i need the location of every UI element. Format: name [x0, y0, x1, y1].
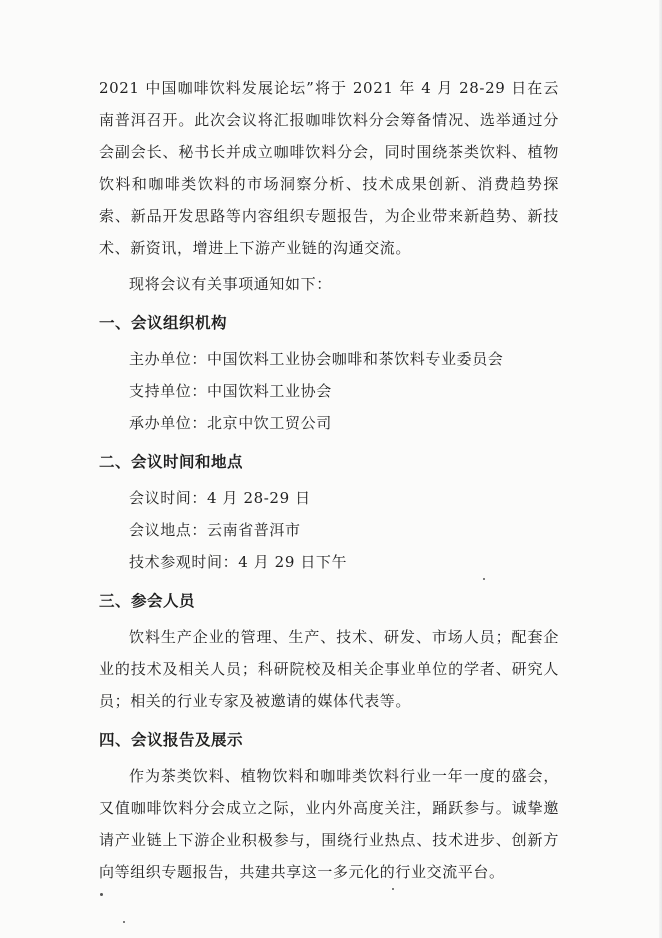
attendees-paragraph: 饮料生产企业的管理、生产、技术、研发、市场人员；配套企业的技术及相关人员；科研院校及相关企事业单位的学者、研究人员；相关的行业专家及被邀请的媒体代表等。 [99, 628, 559, 710]
notice-paragraph: 现将会议有关事项通知如下： [129, 275, 332, 293]
undertaker-line: 承办单位：北京中饮工贸公司 [129, 414, 332, 432]
scan-speck [483, 578, 485, 580]
supporter-line: 支持单位：中国饮料工业协会 [129, 382, 332, 400]
section-heading-reports: 四、会议报告及展示 [99, 731, 244, 749]
organizer-line: 主办单位：中国饮料工业协会咖啡和茶饮料专业委员会 [129, 350, 504, 368]
section-heading-attendees: 三、参会人员 [99, 592, 196, 610]
reports-paragraph: 作为茶类饮料、植物饮料和咖啡类饮料行业一年一度的盛会，又值咖啡饮料分会成立之际，业内外高度关注，踊跃参与。诚挚邀请产业链上下游企业积极参与，围绕行业热点、技术进步、创新方向等组织专题报告，共建共享这一多元化的行业交流平台。 [99, 767, 559, 881]
section-heading-organization: 一、会议组织机构 [99, 314, 228, 332]
meeting-time-line: 会议时间：4 月 28-29 日 [129, 489, 311, 507]
scan-speck [123, 921, 125, 923]
intro-paragraph: 2021 中国咖啡饮料发展论坛”将于 2021 年 4 月 28-29 日在云南普洱召开。此次会议将汇报咖啡饮料分会筹备情况、选举通过分会副会长、秘书长并成立咖啡饮料分会，同时围绕茶类饮料、植物饮料和咖啡类饮料的市场洞察分析、技术成果创新、消费趋势探索、新品开发思路等内容组织专题报告，为企业带来新趋势、新技术、新资讯，增进上下游产业链的沟通交流。 [99, 79, 559, 257]
section-heading-time-place: 二、会议时间和地点 [99, 453, 244, 471]
tour-time-line: 技术参观时间：4 月 29 日下午 [129, 553, 348, 571]
document-body [99, 72, 559, 888]
scan-speck [392, 888, 394, 890]
scan-speck [100, 893, 103, 896]
meeting-place-line: 会议地点：云南省普洱市 [129, 521, 301, 539]
